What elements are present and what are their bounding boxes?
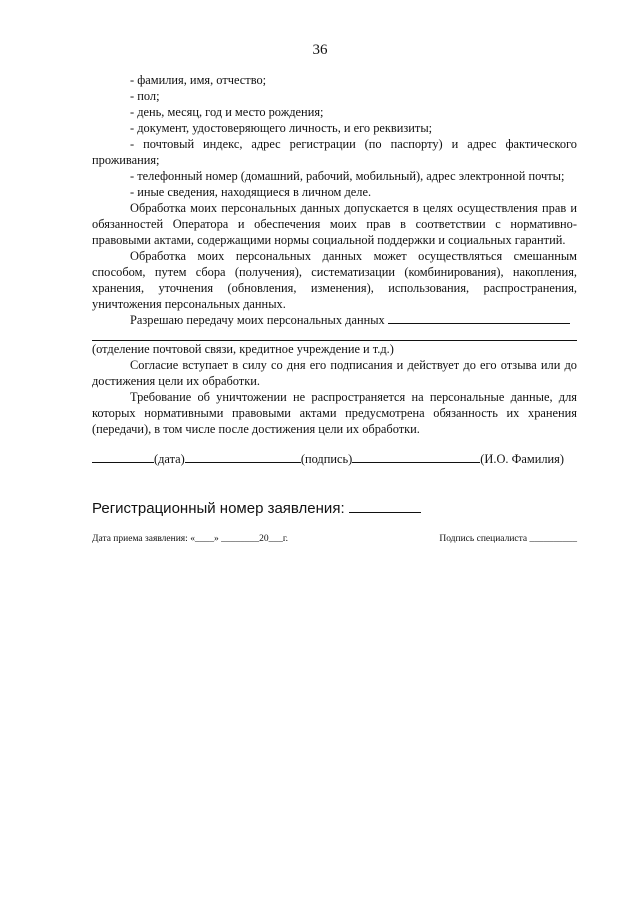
list-item-birth: - день, месяц, год и место рождения; (130, 105, 324, 119)
paragraph-method: Обработка моих персональных данных может осуществляться смешанным способом, путем сбора (получения), систематизации (комбинирования), накопления, хранения, уточнения (обновления, изменения), использования, распространения, уничтожения персональных данных. (92, 249, 577, 311)
date-received: Дата приема заявления: «____» ________20___г. (92, 534, 289, 544)
page-number: 36 (312, 42, 328, 58)
signature-line (92, 451, 577, 467)
list-item-address: - почтовый индекс, адрес регистрации (по паспорту) и адрес фактического проживания; (92, 137, 577, 167)
date-label: (дата) (154, 452, 185, 466)
paragraph-destruction: Требование об уничтожении не распространяется на персональные данные, для которых нормативными правовыми актами предусмотрена обязанность их хранения (передачи), в том числе после достижения цели их обработки. (92, 390, 577, 436)
consent-body (92, 72, 577, 467)
transfer-recipient-line[interactable] (92, 330, 577, 341)
transfer-label: Разрешаю передачу моих персональных данных (130, 313, 385, 327)
transfer-recipient-field[interactable] (388, 312, 570, 324)
specialist-signature: Подпись специалиста __________ (439, 534, 577, 544)
registration-number-field[interactable] (349, 500, 421, 513)
date-field[interactable] (92, 451, 154, 463)
registration-label: Регистрационный номер заявления: (92, 500, 345, 517)
transfer-hint: (отделение почтовой связи, кредитное учреждение и т.д.) (92, 342, 394, 356)
registration-number (92, 500, 421, 517)
list-item-sex: - пол; (130, 89, 160, 103)
list-item-fio: - фамилия, имя, отчество; (130, 73, 267, 87)
paragraph-transfer (92, 312, 577, 328)
signature-field[interactable] (185, 451, 301, 463)
signature-label: (подпись) (300, 452, 353, 466)
paragraph-validity: Согласие вступает в силу со дня его подписания и действует до его отзыва или до достижения цели их обработки. (92, 358, 577, 388)
list-item-contacts: - телефонный номер (домашний, рабочий, мобильный), адрес электронной почты; (130, 169, 565, 183)
name-field[interactable] (352, 451, 480, 463)
list-item-id-document: - документ, удостоверяющего личность, и его реквизиты; (130, 121, 433, 135)
name-label: (И.О. Фамилия) (480, 452, 564, 466)
list-item-other: - иные сведения, находящиеся в личном деле. (130, 185, 372, 199)
paragraph-purpose: Обработка моих персональных данных допускается в целях осуществления прав и обязанностей Оператора и обеспечения моих прав в соответствии с нормативно-правовыми актами, содержащими нормы социальной поддержки и социальных гарантий. (92, 201, 577, 247)
